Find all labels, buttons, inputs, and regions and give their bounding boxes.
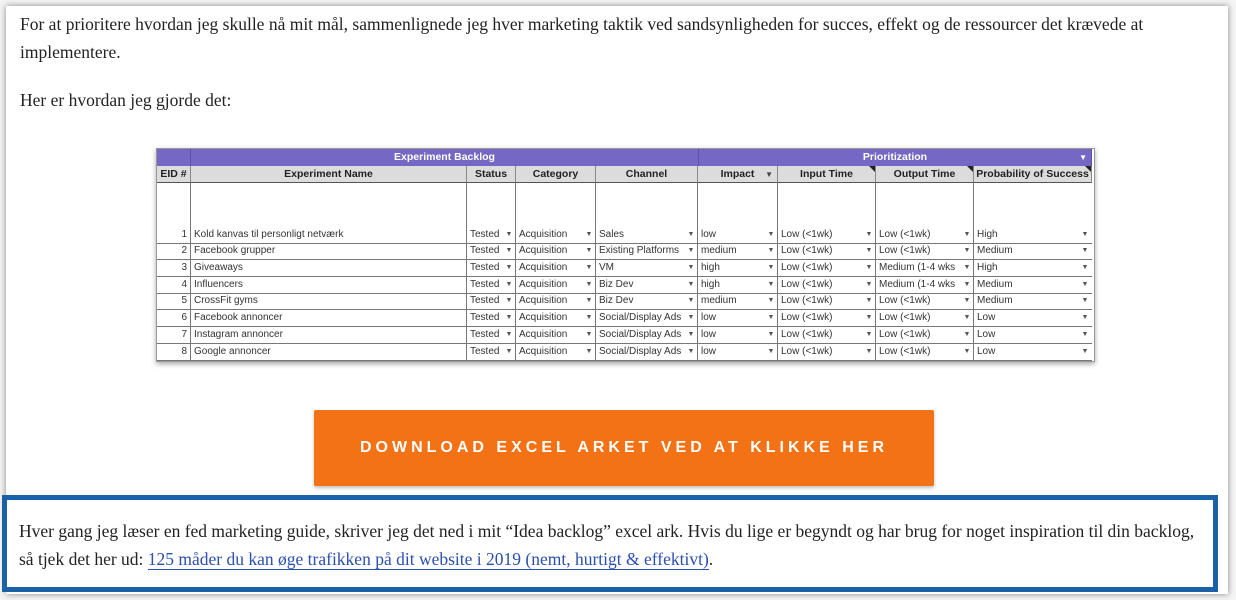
group-label: Experiment Backlog (394, 151, 495, 163)
cell-status[interactable]: Tested (470, 295, 500, 306)
cell-input-time[interactable]: Low (<1wk) (781, 245, 833, 256)
cell-channel[interactable]: Sales (599, 229, 625, 240)
dropdown-arrow-icon[interactable]: ▼ (585, 314, 593, 321)
cell-experiment-name[interactable]: CrossFit gyms (194, 295, 258, 306)
column-header-status[interactable] (467, 166, 516, 183)
cell-category[interactable]: Acquisition (519, 312, 568, 323)
dropdown-arrow-icon[interactable]: ▼ (767, 231, 775, 238)
cell-input-time[interactable]: Low (<1wk) (781, 262, 833, 273)
grid-line (157, 360, 1092, 361)
dropdown-arrow-icon[interactable]: ▼ (1081, 297, 1089, 304)
dropdown-arrow-icon[interactable]: ▼ (767, 348, 775, 355)
cell-impact[interactable]: medium (701, 295, 737, 306)
cell-output-time[interactable]: Low (<1wk) (879, 312, 931, 323)
cell-category[interactable]: Acquisition (519, 295, 568, 306)
cell-input-time[interactable]: Low (<1wk) (781, 329, 833, 340)
dropdown-arrow-icon[interactable]: ▼ (865, 331, 873, 338)
intro-subheading: Her er hvordan jeg gjorde det: (20, 90, 232, 110)
comment-flag-icon (967, 166, 973, 172)
cell-status[interactable]: Tested (470, 245, 500, 256)
cell-category[interactable]: Acquisition (519, 279, 568, 290)
column-header-label: EID # (160, 168, 187, 180)
column-header-label: Status (474, 168, 508, 180)
note-text-end: . (708, 549, 714, 569)
dropdown-arrow-icon[interactable]: ▼ (767, 314, 775, 321)
dropdown-arrow-icon[interactable]: ▼ (865, 297, 873, 304)
cell-experiment-name[interactable]: Kold kanvas til personligt netværk (194, 229, 344, 240)
cell-category[interactable]: Acquisition (519, 329, 568, 340)
cell-input-time[interactable]: Low (<1wk) (781, 295, 833, 306)
group-label: Prioritization (862, 151, 928, 163)
cell-probability-of-success[interactable]: Low (977, 329, 996, 340)
column-header-experiment-name[interactable] (191, 166, 467, 183)
cell-status[interactable]: Tested (470, 329, 500, 340)
cell-category[interactable]: Acquisition (519, 262, 568, 273)
cell-output-time[interactable]: Medium (1-4 wks (879, 262, 956, 273)
cell-probability-of-success[interactable]: Medium (977, 245, 1013, 256)
cell-output-time[interactable]: Low (<1wk) (879, 245, 931, 256)
dropdown-arrow-icon[interactable]: ▼ (687, 264, 695, 271)
dropdown-arrow-icon[interactable]: ▼ (687, 281, 695, 288)
cell-input-time[interactable]: Low (<1wk) (781, 229, 833, 240)
cell-channel[interactable]: Social/Display Ads (599, 312, 682, 323)
cell-output-time[interactable]: Medium (1-4 wks (879, 279, 956, 290)
download-excel-button[interactable]: DOWNLOAD EXCEL ARKET VED AT KLIKKE HER (314, 410, 934, 486)
cell-impact[interactable]: low (701, 329, 717, 340)
dropdown-arrow-icon[interactable]: ▼ (767, 281, 775, 288)
dropdown-arrow-icon[interactable]: ▼ (865, 231, 873, 238)
dropdown-arrow-icon[interactable]: ▼ (687, 231, 695, 238)
highlighted-note-box (2, 495, 1218, 592)
cell-experiment-name[interactable]: Google annoncer (194, 346, 271, 357)
column-header-probability-of-success[interactable] (974, 166, 1092, 183)
dropdown-arrow-icon[interactable]: ▼ (1081, 247, 1089, 254)
dropdown-arrow-icon[interactable]: ▼ (687, 247, 695, 254)
cell-probability-of-success[interactable]: High (977, 229, 998, 240)
column-header-label: Impact (720, 168, 755, 180)
cell-impact[interactable]: low (701, 346, 717, 357)
cell-experiment-name[interactable]: Instagram annoncer (194, 329, 283, 340)
cell-channel[interactable]: Biz Dev (599, 295, 634, 306)
intro-paragraph: For at prioritere hvordan jeg skulle nå mit mål, sammenlignede jeg hver marketing taktik ved sandsynligheden for succes, effekt og de ressourcer det krævede at implementere. (20, 14, 1144, 62)
cell-status[interactable]: Tested (470, 262, 500, 273)
dropdown-arrow-icon[interactable]: ▼ (1081, 231, 1089, 238)
dropdown-arrow-icon[interactable]: ▼ (963, 264, 971, 271)
cell-output-time[interactable]: Low (<1wk) (879, 329, 931, 340)
dropdown-arrow-icon[interactable]: ▼ (585, 297, 593, 304)
dropdown-arrow-icon[interactable]: ▼ (585, 331, 593, 338)
dropdown-arrow-icon[interactable]: ▼ (505, 264, 513, 271)
cell-experiment-name[interactable]: Facebook annoncer (194, 312, 283, 323)
dropdown-arrow-icon[interactable]: ▼ (505, 281, 513, 288)
cell-experiment-name[interactable]: Facebook grupper (194, 245, 276, 256)
cell-impact[interactable]: high (701, 262, 720, 273)
cell-eid[interactable]: 7 (181, 329, 187, 340)
dropdown-arrow-icon[interactable]: ▼ (585, 247, 593, 254)
cell-probability-of-success[interactable]: Low (977, 312, 996, 323)
dropdown-arrow-icon[interactable]: ▼ (963, 331, 971, 338)
cell-category[interactable]: Acquisition (519, 245, 568, 256)
column-header-eid[interactable] (157, 166, 191, 183)
cell-experiment-name[interactable]: Giveaways (194, 262, 243, 273)
cell-output-time[interactable]: Low (<1wk) (879, 229, 931, 240)
comment-flag-icon (869, 166, 875, 172)
dropdown-arrow-icon[interactable]: ▼ (687, 297, 695, 304)
cell-status[interactable]: Tested (470, 279, 500, 290)
dropdown-arrow-icon[interactable]: ▼ (1081, 281, 1089, 288)
dropdown-arrow-icon[interactable]: ▼ (687, 314, 695, 321)
note-paragraph (19, 517, 1209, 573)
cell-channel[interactable]: Social/Display Ads (599, 346, 682, 357)
column-header-label: Input Time (800, 168, 853, 180)
cell-input-time[interactable]: Low (<1wk) (781, 346, 833, 357)
cell-output-time[interactable]: Low (<1wk) (879, 295, 931, 306)
note-text: Hver gang jeg læser en fed marketing guide, skriver jeg det ned i mit “Idea backlog” excel ark. Hvis du lige er begyndt og har brug for noget inspiration til din backlog, så tjek det her ud: (19, 521, 1195, 569)
dropdown-arrow-icon[interactable]: ▼ (963, 247, 971, 254)
cell-impact[interactable]: low (701, 229, 717, 240)
dropdown-arrow-icon[interactable]: ▼ (767, 331, 775, 338)
filter-icon[interactable]: ▼ (765, 170, 773, 179)
dropdown-arrow-icon[interactable]: ▼ (687, 348, 695, 355)
dropdown-arrow-icon[interactable]: ▼ (963, 297, 971, 304)
group-header-blank (157, 149, 191, 166)
column-header-label: Channel (625, 168, 668, 180)
group-header-prioritization[interactable] (699, 149, 1092, 166)
cell-input-time[interactable]: Low (<1wk) (781, 312, 833, 323)
column-header-label: Experiment Name (284, 168, 373, 180)
column-header-output-time[interactable] (876, 166, 974, 183)
cell-probability-of-success[interactable]: Medium (977, 279, 1013, 290)
dropdown-arrow-icon[interactable]: ▼ (865, 264, 873, 271)
dropdown-arrow-icon[interactable]: ▼ (865, 247, 873, 254)
cell-probability-of-success[interactable]: Medium (977, 295, 1013, 306)
cell-eid[interactable]: 8 (181, 346, 187, 357)
cell-impact[interactable]: high (701, 279, 720, 290)
dropdown-arrow-icon[interactable]: ▼ (963, 281, 971, 288)
cell-probability-of-success[interactable]: High (977, 262, 998, 273)
dropdown-arrow-icon[interactable]: ▼ (1081, 314, 1089, 321)
dropdown-arrow-icon[interactable]: ▼ (585, 348, 593, 355)
dropdown-arrow-icon[interactable]: ▼ (963, 314, 971, 321)
dropdown-arrow-icon[interactable]: ▼ (687, 331, 695, 338)
column-header-label: Output Time (893, 168, 956, 180)
cell-status[interactable]: Tested (470, 312, 500, 323)
cell-output-time[interactable]: Low (<1wk) (879, 346, 931, 357)
dropdown-arrow-icon[interactable]: ▼ (767, 297, 775, 304)
dropdown-arrow-icon[interactable]: ▼ (767, 264, 775, 271)
cell-category[interactable]: Acquisition (519, 346, 568, 357)
comment-flag-icon (1085, 166, 1091, 172)
dropdown-arrow-icon[interactable]: ▼ (585, 281, 593, 288)
cell-category[interactable]: Acquisition (519, 229, 568, 240)
dropdown-arrow-icon[interactable]: ▼ (865, 314, 873, 321)
cell-eid[interactable]: 4 (181, 279, 187, 290)
dropdown-arrow-icon[interactable]: ▼ (963, 348, 971, 355)
chevron-down-icon[interactable]: ▼ (1079, 153, 1087, 162)
cell-experiment-name[interactable]: Influencers (194, 279, 243, 290)
cell-channel[interactable]: Social/Display Ads (599, 329, 682, 340)
column-header-label: Category (532, 168, 579, 180)
dropdown-arrow-icon[interactable]: ▼ (505, 348, 513, 355)
dropdown-arrow-icon[interactable]: ▼ (1081, 348, 1089, 355)
dropdown-arrow-icon[interactable]: ▼ (1081, 264, 1089, 271)
cell-eid[interactable]: 2 (181, 245, 187, 256)
cell-eid[interactable]: 3 (181, 262, 187, 273)
dropdown-arrow-icon[interactable]: ▼ (865, 281, 873, 288)
dropdown-arrow-icon[interactable]: ▼ (505, 247, 513, 254)
dropdown-arrow-icon[interactable]: ▼ (865, 348, 873, 355)
cell-impact[interactable]: low (701, 312, 717, 323)
dropdown-arrow-icon[interactable]: ▼ (505, 231, 513, 238)
dropdown-arrow-icon[interactable]: ▼ (505, 297, 513, 304)
dropdown-arrow-icon[interactable]: ▼ (963, 231, 971, 238)
dropdown-arrow-icon[interactable]: ▼ (585, 231, 593, 238)
group-header-experiment-backlog (191, 149, 699, 166)
cell-channel[interactable]: Existing Platforms (599, 245, 680, 256)
column-header-input-time[interactable] (778, 166, 876, 183)
dropdown-arrow-icon[interactable]: ▼ (585, 264, 593, 271)
dropdown-arrow-icon[interactable]: ▼ (1081, 331, 1089, 338)
cell-eid[interactable]: 6 (181, 312, 187, 323)
dropdown-arrow-icon[interactable]: ▼ (505, 331, 513, 338)
column-header-impact[interactable] (698, 166, 778, 183)
cell-eid[interactable]: 1 (181, 229, 187, 240)
cell-input-time[interactable]: Low (<1wk) (781, 279, 833, 290)
column-header-channel[interactable] (596, 166, 698, 183)
cell-probability-of-success[interactable]: Low (977, 346, 996, 357)
cell-status[interactable]: Tested (470, 229, 500, 240)
dropdown-arrow-icon[interactable]: ▼ (505, 314, 513, 321)
dropdown-arrow-icon[interactable]: ▼ (767, 247, 775, 254)
cell-channel[interactable]: VM (599, 262, 614, 273)
cell-status[interactable]: Tested (470, 346, 500, 357)
cell-eid[interactable]: 5 (181, 295, 187, 306)
traffic-guide-link[interactable]: 125 måder du kan øge trafikken på dit website i 2019 (nemt, hurtigt & effektivt) (147, 549, 709, 569)
cell-channel[interactable]: Biz Dev (599, 279, 634, 290)
cell-impact[interactable]: medium (701, 245, 737, 256)
column-header-label: Probability of Success (976, 168, 1089, 180)
experiment-backlog-spreadsheet (156, 148, 1095, 362)
column-header-category[interactable] (516, 166, 596, 183)
